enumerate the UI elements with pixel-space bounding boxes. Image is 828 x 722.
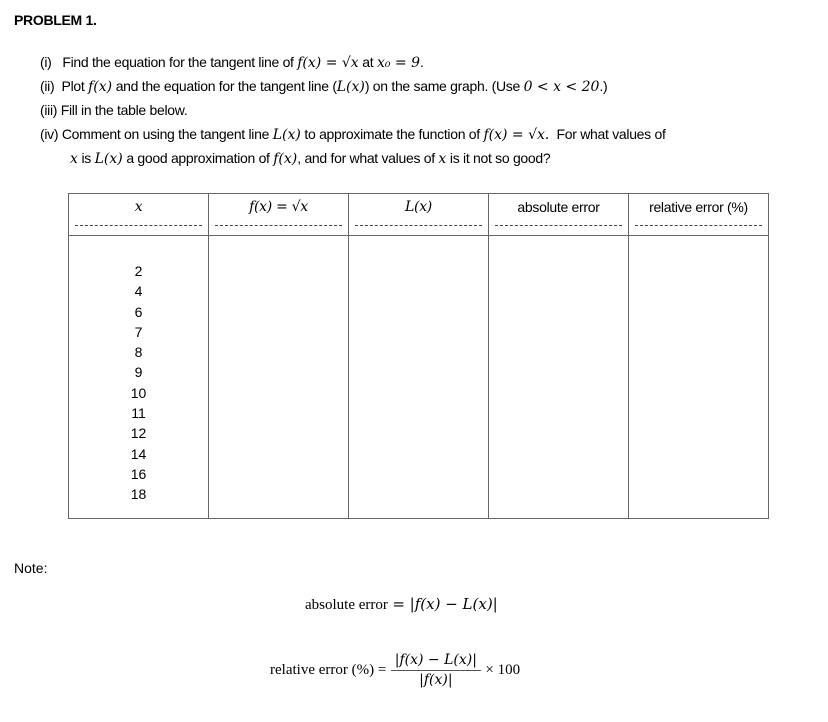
item-text: . xyxy=(420,54,424,70)
fraction xyxy=(391,652,481,688)
x-value: 6 xyxy=(134,303,143,320)
problem-title: PROBLEM 1. xyxy=(14,12,97,28)
item-label: (iv) xyxy=(40,126,59,142)
table-body-row xyxy=(69,236,769,519)
item-text: Fill in the table below. xyxy=(60,102,188,118)
dashed-rule xyxy=(635,225,762,226)
item-text: For what values of xyxy=(556,126,666,142)
math-fx-sqrt: f(x) = √x xyxy=(297,55,359,71)
x-values-list xyxy=(69,261,208,505)
math-lx: L(x) xyxy=(336,79,365,95)
x-value: 8 xyxy=(134,344,143,361)
header-relative-error xyxy=(629,194,769,236)
dashed-rule xyxy=(495,225,622,226)
math-fx: f(x) xyxy=(273,151,298,167)
item-iii xyxy=(40,102,187,118)
dashed-rule xyxy=(215,225,342,226)
fx-values-cell[interactable] xyxy=(209,236,349,519)
math-fx: f(x) xyxy=(88,79,113,95)
math-range: 0 < x < 20 xyxy=(523,79,600,95)
item-label: (ii) xyxy=(40,78,55,94)
fraction-numerator: |f(x) − L(x)| xyxy=(391,652,481,671)
item-text: ) on the same graph. (Use xyxy=(364,78,520,94)
item-text: .) xyxy=(599,78,608,94)
item-text: and the equation for the tangent line ( xyxy=(115,78,337,94)
item-text: is it not so good? xyxy=(449,150,551,166)
x-value: 2 xyxy=(134,263,143,279)
relative-error-cell[interactable] xyxy=(629,236,769,519)
item-text: , and for what values of xyxy=(297,150,435,166)
absolute-error-formula xyxy=(305,595,498,614)
item-text: Find the equation for the tangent line of xyxy=(62,54,294,70)
formula-rhs: = |f(x) − L(x)| xyxy=(392,595,498,613)
x-value: 16 xyxy=(130,465,147,482)
x-value: 7 xyxy=(134,323,143,340)
item-iv xyxy=(40,126,666,143)
item-i xyxy=(40,54,424,71)
math-lx: L(x) xyxy=(272,127,301,143)
math-x0: x₀ = 9 xyxy=(376,55,421,71)
lx-values-cell[interactable] xyxy=(349,236,489,519)
formula-lhs: relative error (%) = xyxy=(270,662,387,679)
math-fx-sqrt: f(x) = √x. xyxy=(483,127,550,143)
header-label: relative error (%) xyxy=(649,199,748,215)
header-x xyxy=(69,194,209,236)
header-fx xyxy=(209,194,349,236)
x-value: 10 xyxy=(130,384,147,401)
math-lx: L(x) xyxy=(94,151,123,167)
item-text: a good approximation of xyxy=(126,150,270,166)
absolute-error-cell[interactable] xyxy=(489,236,629,519)
x-value: 11 xyxy=(131,405,146,422)
math-x: x xyxy=(70,151,78,167)
note-label: Note: xyxy=(14,560,48,576)
error-table xyxy=(68,193,769,519)
formula-lhs: absolute error xyxy=(305,597,388,613)
dashed-rule xyxy=(355,225,482,226)
x-value: 9 xyxy=(134,364,143,381)
header-label: absolute error xyxy=(517,199,600,215)
item-label: (iii) xyxy=(40,102,58,118)
table-header-row xyxy=(69,194,769,236)
header-label: L(x) xyxy=(405,199,432,215)
item-text: is xyxy=(81,150,92,166)
item-text: to approximate the function of xyxy=(304,126,480,142)
item-ii xyxy=(40,78,607,95)
header-lx xyxy=(349,194,489,236)
x-value: 18 xyxy=(130,486,147,503)
x-value: 4 xyxy=(134,283,143,300)
math-x: x xyxy=(438,151,447,167)
header-label: f(x) = √x xyxy=(249,199,308,215)
fraction-denominator: |f(x)| xyxy=(419,672,453,688)
item-label: (i) xyxy=(40,54,52,70)
relative-error-formula xyxy=(270,652,520,688)
x-value: 14 xyxy=(130,445,147,462)
item-iv-cont xyxy=(70,150,550,167)
x-value: 12 xyxy=(130,425,147,442)
dashed-rule xyxy=(75,225,202,226)
item-text: Plot xyxy=(61,78,85,94)
item-text: at xyxy=(362,54,374,70)
formula-multiplier: × 100 xyxy=(485,662,521,679)
item-text: Comment on using the tangent line xyxy=(61,126,270,142)
header-absolute-error xyxy=(489,194,629,236)
x-values-cell xyxy=(69,236,209,519)
header-label: x xyxy=(134,199,143,215)
